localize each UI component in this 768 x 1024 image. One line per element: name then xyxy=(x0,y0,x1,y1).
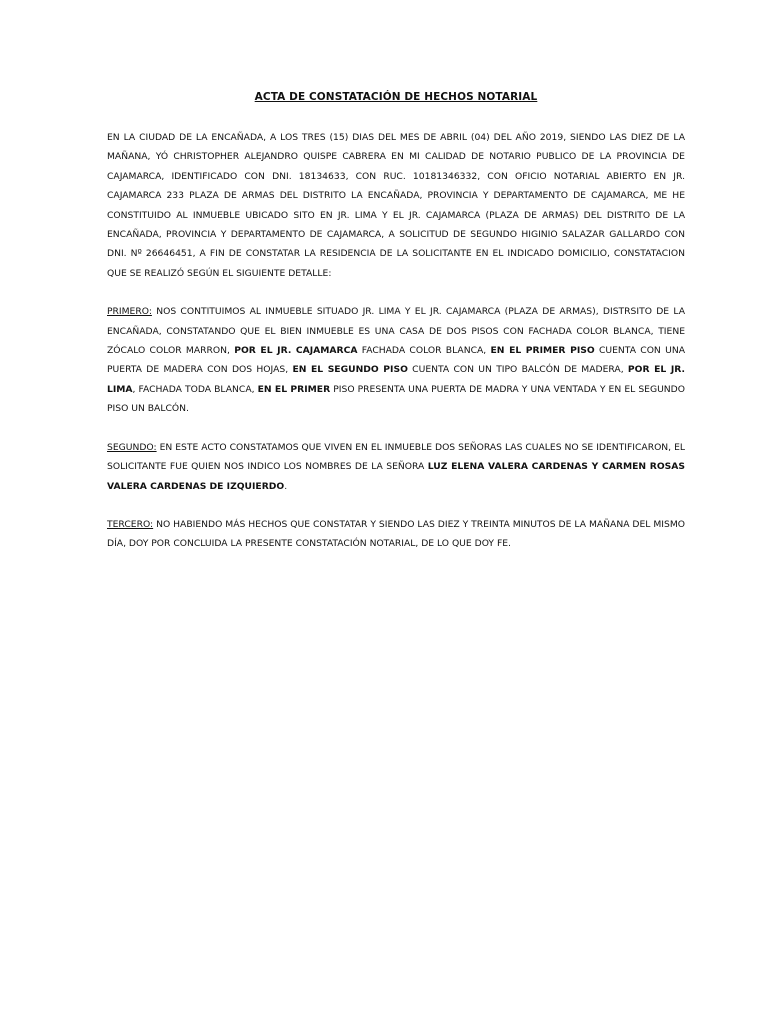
primero-text-5: , FACHADA TODA BLANCA, xyxy=(132,383,258,395)
primero-bold-1: POR EL JR. CAJAMARCA xyxy=(234,345,358,357)
segundo-text-1: EN ESTE ACTO CONSTATAMOS QUE VIVEN EN EL INMUEBLE DOS SEÑORAS LAS CUALES NO SE IDENTIFICARON, EL SOLICITANTE FUE QUIEN NOS INDICO LOS NOMBRES DE LA SEÑORA xyxy=(107,441,685,473)
primero-bold-3: EN EL SEGUNDO PISO xyxy=(292,364,408,376)
primero-text-3: CUENTA CON UNA PUERTA DE MADERA CON DOS HOJAS, xyxy=(107,345,685,376)
primero-bold-2: EN EL PRIMER PISO xyxy=(490,345,595,357)
primero-text-6: PISO PRESENTA UNA PUERTA DE MADRA Y UNA VENTADA Y EN EL SEGUNDO PISO UN BALCÓN. xyxy=(107,383,685,415)
tercero-text-1: NO HABIENDO MÁS HECHOS QUE CONSTATAR Y SIENDO LAS DIEZ Y TREINTA MINUTOS DE LA MAÑANA DEL MISMO DÍA, DOY POR CONCLUIDA LA PRESENTE CONSTATACIÓN NOTARIAL, DE LO QUE DOY FE. xyxy=(107,518,685,550)
intro-paragraph: EN LA CIUDAD DE LA ENCAÑADA, A LOS TRES (15) DIAS DEL MES DE ABRIL (04) DEL AÑO 2019, SIENDO LAS DIEZ DE LA MAÑANA, YÓ CHRISTOPHER ALEJANDRO QUISPE CABRERA EN MI CALIDAD DE NOTARIO PUBLICO DE LA PROVINCIA DE CAJAMARCA, IDENTIFICADO CON DNI. 18134633, CON RUC. 10181346332, CON OFICIO NOTARIAL ABIERTO EN JR. CAJAMARCA 233 PLAZA DE ARMAS DEL DISTRITO LA ENCAÑADA, PROVINCIA Y DEPARTAMENTO DE CAJAMARCA, ME HE CONSTITUIDO AL INMUEBLE UBICADO SITO EN JR. LIMA Y EL JR. CAJAMARCA (PLAZA DE ARMAS) DEL DISTRITO DE LA ENCAÑADA, PROVINCIA Y DEPARTAMENTO DE CAJAMARCA, A SOLICITUD DE SEGUNDO HIGINIO SALAZAR GALLARDO CON DNI. Nº 26646451, A FIN DE CONSTATAR LA RESIDENCIA DE LA SOLICITANTE EN EL INDICADO DOMICILIO, CONSTATACION QUE SE REALIZÓ SEGÚN EL SIGUIENTE DETALLE: xyxy=(107,132,685,279)
primero-text-4: CUENTA CON UN TIPO BALCÓN DE MADERA, xyxy=(407,364,628,376)
primero-bold-5: EN EL PRIMER xyxy=(257,383,331,395)
primero-paragraph xyxy=(107,302,685,418)
primero-label: PRIMERO: xyxy=(107,306,152,318)
primero-text-1: NOS CONTITUIMOS AL INMUEBLE SITUADO JR. LIMA Y EL JR. CAJAMARCA (PLAZA DE ARMAS), DISTRSITO DE LA ENCAÑADA, CONSTATANDO QUE EL BIEN INMUEBLE ES UNA CASA DE DOS PISOS CON FACHADA COLOR BLANCA, TIENE ZÓCALO COLOR MARRON, xyxy=(107,306,685,357)
tercero-paragraph xyxy=(107,515,685,554)
document-title: ACTA DE CONSTATACIÓN DE HECHOS NOTARIAL xyxy=(254,91,538,103)
segundo-bold-1: LUZ ELENA VALERA CARDENAS Y CARMEN ROSAS VALERA CARDENAS DE IZQUIERDO xyxy=(107,461,685,492)
document-body xyxy=(107,90,685,573)
primero-text-2: FACHADA COLOR BLANCA, xyxy=(357,345,491,357)
primero-bold-4: POR EL JR. LIMA xyxy=(107,364,685,395)
segundo-text-2: . xyxy=(284,480,288,492)
tercero-label: TERCERO: xyxy=(107,518,154,530)
segundo-paragraph xyxy=(107,438,685,496)
segundo-label: SEGUNDO: xyxy=(107,441,157,453)
